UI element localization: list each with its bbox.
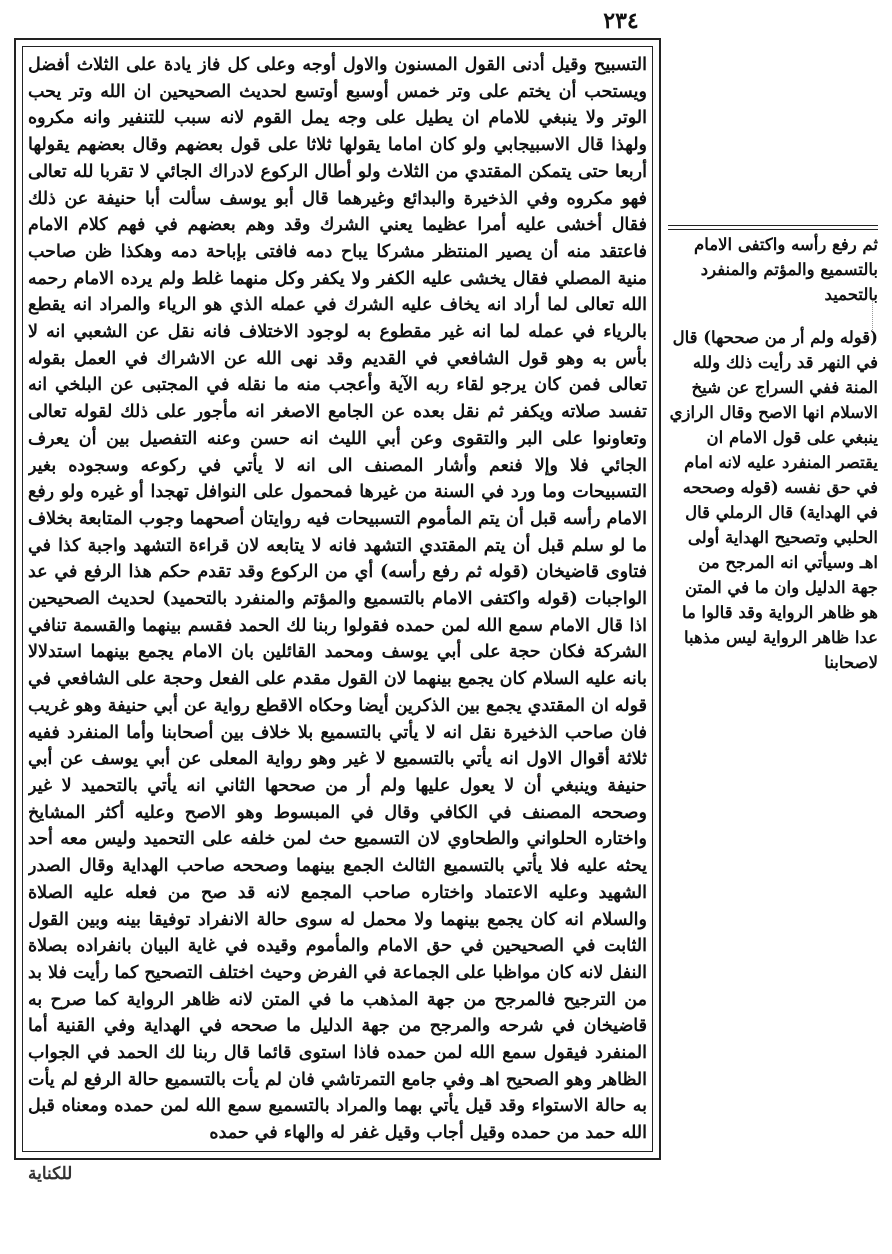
page-number: ٢٣٤ bbox=[603, 8, 639, 34]
main-text-block bbox=[28, 52, 647, 1146]
main-paragraph: التسبيح وقيل أدنى القول المسنون والاول أوجه وعلى كل فاز يادة على الثلاث أفضل ويستحب أن يختم على وتر خمس أوسبع أوتسع لحديث الصحيحين ان الله وتر يحب الوتر ولا ينبغي للامام ان يطيل على وجه يمل القوم لانه سبب للتنفير وانه مكروه ولهذا قال الاسبيجابي ولو كان اماما يقولها ثلاثا على قول بعضهم وقال بعضهم يقولها أربعا حتى يتمكن المقتدي من الثلاث ولو أطال الركوع لادراك الجائي لا تقربا لله تعالى فهو مكروه وفي الذخيرة والبدائع وغيرهما قال أبو يوسف سألت أبا حنيفة عن ذلك فقال أخشى عليه أمرا عظيما يعني الشرك وقد وهم بعضهم في فهم كلام الامام فاعتقد منه أن يصير المنتظر مشركا يباح دمه فافتى بإباحة دمه وهكذا ظن صاحب منية المصلي فقال يخشى عليه الكفر ولا يكفر وكل منهما غلط ولم يرده الامام رحمه الله تعالى لما أراد انه يخاف عليه الشرك في عمله الذي هو الرياء والمراد انه يقطع بالرياء في عمله لما انه غير مقطوع به لوجود الاختلاف فانه نقل عن الشعبي انه لا بأس به وهو قول الشافعي في القديم وقد نهى الله عن الاشراك في العمل بقوله تعالى فمن كان يرجو لقاء ربه الآية وأعجب منه ما نقله في المجتبى عن البلخي انه تفسد صلاته ويكفر ثم نقل بعده عن الجامع الاصغر انه مأجور على ذلك لقوله تعالى وتعاونوا على البر والتقوى وعن أبي الليث انه حسن وعنه التفصيل بين أن يعرف الجائي فلا وإلا فنعم وأشار المصنف الى انه لا يأتي في ركوعه وسجوده بغير التسبيحات وما ورد في السنة من غيرها فمحمول على النوافل تهجدا أو غيره ولو رفع الامام رأسه قبل أن يتم المأموم التسبيحات فيه روايتان أصحهما وجوب المتابعة بخلاف ما لو سلم قبل أن يتم المقتدي التشهد فانه لا يتابعه لان قراءة التشهد واجبة كذا في فتاوى قاضيخان (قوله ثم رفع رأسه) أي من الركوع وقد تقدم حكم هذا الرفع في عد الواجبات (قوله واكتفى الامام بالتسميع والمؤتم والمنفرد بالتحميد) لحديث الصحيحين اذا قال الامام سمع الله لمن حمده فقولوا ربنا لك الحمد فقسم بينهما والقسمة تنافي الشركة فكان حجة على أبي يوسف ومحمد القائلين بان الامام يجمع بينهما استدلالا بانه عليه السلام كان يجمع بينهما لان القول مقدم على الفعل وحجة على الشافعي في قوله ان المقتدي يجمع بين الذكرين أيضا وحكاه الاقطع رواية عن أبي حنيفة وهو غريب فان صاحب الذخيرة نقل انه لا يأتي بالتسميع بلا خلاف بين أصحابنا وأما المنفرد ففيه ثلاثة أقوال الاول انه يأتي بالتسميع لا غير وهو رواية المعلى عن أبي يوسف عن أبي حنيفة وينبغي أن لا يعول عليها ولم أر من صححها الثاني انه يأتي بالتحميد لا غير وصححه المصنف في الكافي وقال في المبسوط وهو الاصح وعليه أكثر المشايخ واختاره الحلواني والطحاوي لان التسميع حث لمن خلفه على التحميد وليس معه أحد يحثه عليه فلا يأتي بالتسميع الثالث الجمع بينهما وصححه صاحب الهداية وقال الصدر الشهيد وعليه الاعتماد واختاره صاحب المجمع لانه قد صح من فعله عليه الصلاة والسلام انه كان يجمع بينهما ولا محمل له سوى حالة الانفراد توفيقا بينه وبين القول الثابت في الصحيحين في حق الامام والمأموم وقيده في غاية البيان بانفراده بصلاة النفل لانه كان مواظبا على الجماعة في الفرض وحيث اختلف التصحيح كما رأيت فلا بد من الترجيح فالمرجح من جهة المذهب ما في المتن لانه ظاهر الرواية كما صرح به قاضيخان في شرحه والمرجح من جهة الدليل ما صححه في الهداية وفي القنية أما المنفرد فيقول سمع الله لمن حمده فاذا استوى قائما قال ربنا لك الحمد في الجواب الظاهر وهو الصحيح اهـ وفي جامع التمرتاشي فان لم يأت بالتسميع حالة الرفع لم يأت به حالة الاستواء وقد قيل يأتي بهما والمراد بالتسميع سمع الله لمن حمده ومعناه قبل الله حمد من حمده وقيل أجاب وقيل غفر له والهاء في حمده bbox=[28, 55, 647, 1144]
margin-gloss: ثم رفع رأسه واكتفى الامام بالتسميع والمؤتم والمنفرد بالتحميد bbox=[694, 235, 878, 304]
side-divider bbox=[668, 225, 878, 230]
catchword: للكناية bbox=[28, 1164, 73, 1184]
margin-notes bbox=[668, 232, 878, 675]
margin-commentary: (قوله ولم أر من صححها) قال في النهر قد رأيت ذلك ولله المنة ففي السراج عن شيخ الاسلام انها الاصح وقال الرازي ينبغي على قول الامام ان يقتصر المنفرد عليه لانه امام في حق نفسه (قوله وصححه في الهداية) قال الرملي قال الحلبي وتصحيح الهداية أولى اهـ وسيأتي انه المرجح من جهة الدليل وان ما في المتن هو ظاهر الرواية وقد قالوا ما عدا ظاهر الرواية ليس مذهبا لاصحابنا bbox=[669, 328, 878, 672]
scan-edge-mark bbox=[872, 300, 883, 330]
